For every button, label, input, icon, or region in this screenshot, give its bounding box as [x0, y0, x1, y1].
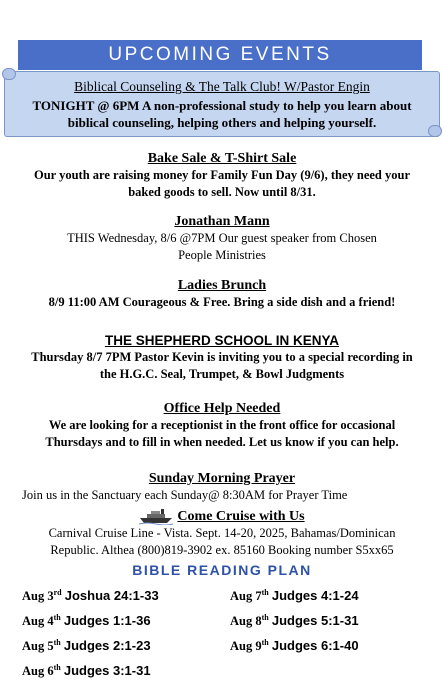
cruise-ship-icon: [139, 509, 173, 525]
event-body: THIS Wednesday, 8/6 @7PM Our guest speaker from Chosen People Ministries: [67, 231, 377, 262]
bible-reading-plan-title: BIBLE READING PLAN: [132, 562, 312, 578]
reading-item: Aug 8th Judges 5:1-31: [230, 613, 359, 629]
reading-item: Aug 3rd Joshua 24:1-33: [22, 588, 159, 604]
event-body: Our youth are raising money for Family Fun Day (9/6), they need your baked goods to sell. Now until 8/31.: [33, 168, 411, 199]
event-body: We are looking for a receptionist in the front office for occasional Thursdays and to fill in when needed. Let us know if you can help.: [45, 418, 399, 449]
event-title: Come Cruise with Us: [177, 509, 305, 524]
event-title: Office Help Needed: [163, 401, 281, 416]
highlight-scroll: [4, 71, 440, 137]
highlight-body: TONIGHT @ 6PM A non-professional study to help you learn about biblical counseling, helping others and helping yourself.: [32, 98, 412, 130]
reading-column-left: [22, 582, 159, 683]
reading-item: Aug 9th Judges 6:1-40: [230, 638, 359, 654]
event-cruise: [12, 508, 432, 559]
event-bake-sale: [12, 150, 432, 201]
reading-item: Aug 4th Judges 1:1-36: [22, 613, 151, 629]
event-shepherd-school: [12, 332, 432, 383]
upcoming-events-banner: UPCOMING EVENTS: [18, 40, 422, 70]
event-ladies-brunch: [12, 277, 432, 311]
scroll-curl-left: [2, 68, 16, 80]
reading-item: Aug 7th Judges 4:1-24: [230, 588, 359, 604]
event-body: Thursday 8/7 7PM Pastor Kevin is inviting you to a special recording in the H.G.C. Seal, Trumpet, & Bowl Judgments: [31, 350, 413, 381]
event-title: Sunday Morning Prayer: [148, 471, 296, 486]
event-jonathan-mann: [12, 213, 432, 264]
event-title: Ladies Brunch: [177, 278, 267, 293]
event-sunday-prayer: [12, 470, 432, 504]
reading-item: Aug 6th Judges 3:1-31: [22, 663, 151, 679]
event-body: Carnival Cruise Line - Vista. Sept. 14-20, 2025, Bahamas/Dominican Republic. Althea (800)819-3902 ex. 85160 Booking number S5xx65: [48, 526, 396, 557]
highlight-title: Biblical Counseling & The Talk Club! W/Pastor Engin: [74, 79, 370, 94]
scroll-curl-right: [428, 125, 442, 137]
event-title: Bake Sale & T-Shirt Sale: [147, 151, 297, 166]
event-title: Jonathan Mann: [174, 214, 270, 229]
event-office-help: [12, 400, 432, 451]
reading-item: Aug 5th Judges 2:1-23: [22, 638, 151, 654]
event-body: Join us in the Sanctuary each Sunday@ 8:30AM for Prayer Time: [22, 488, 348, 502]
event-title: THE SHEPHERD SCHOOL IN KENYA: [104, 333, 340, 348]
event-body: 8/9 11:00 AM Courageous & Free. Bring a side dish and a friend!: [48, 295, 396, 309]
reading-column-right: [230, 582, 359, 657]
